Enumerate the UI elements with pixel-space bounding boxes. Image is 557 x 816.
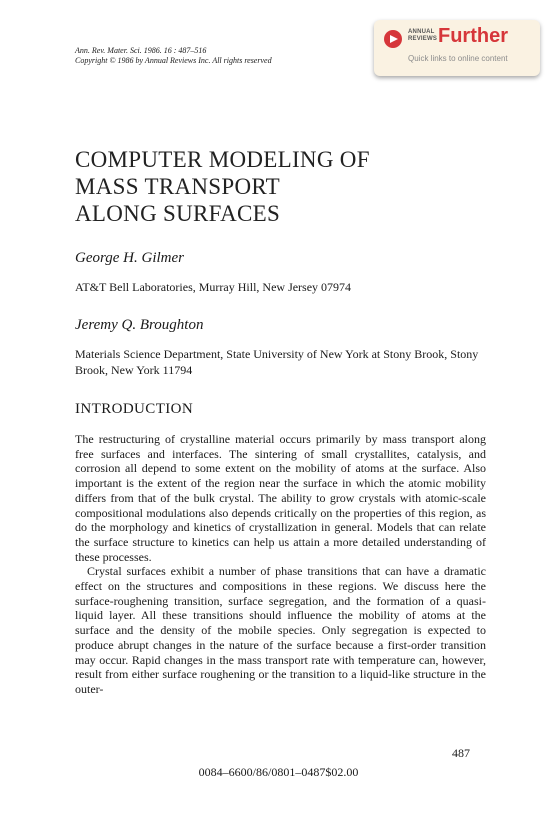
title-line: MASS TRANSPORT <box>75 174 280 199</box>
badge-publisher: ANNUAL REVIEWS <box>408 29 438 42</box>
paragraph: The restructuring of crystalline material occurs primarily by mass transport along free surfaces and interfaces. The sintering of small crystallites, catalysis, and corrosion all depend to some extent on the mobility of atoms at the surface. Also important is the extent of the region near the surface in which the atomic mobility differs from that of the bulk crystal. The ability to grow crystals with atomic-scale compositional modulations also depends critically on the properties of this region, as do the morphology and kinetics of crystallization in general. Models that can relate the surface structure to kinetics can help us attain a more detailed understanding of these processes. <box>75 432 486 564</box>
footer-code: 0084–6600/86/0801–0487$02.00 <box>198 765 359 779</box>
article-title <box>75 146 370 227</box>
citation-block <box>75 46 272 66</box>
play-icon <box>384 30 402 48</box>
journal-citation: Ann. Rev. Mater. Sci. 1986. 16 : 487–516 <box>75 46 207 55</box>
author-affiliation: Materials Science Department, State University of New York at Stony Brook, Stony Brook, New York 11794 <box>75 347 479 377</box>
title-line: ALONG SURFACES <box>75 201 281 226</box>
article-body <box>75 432 486 697</box>
title-line: COMPUTER MODELING OF <box>75 147 370 172</box>
section-heading: INTRODUCTION <box>75 401 194 417</box>
paragraph: Crystal surfaces exhibit a number of phase transitions that can have a dramatic effect on the structures and compositions in these regions. We discuss here the surface-roughening transition, surface segregation, and the formation of a quasi-liquid layer. All these transitions should influence the mobility of atoms at the surface and the density of the mobile species. Only segregation is expected to produce abrupt changes in the nature of the surface because a first-order transition may occur. Rapid changes in the mass transport rate with temperature can, however, result from either surface roughening or the transition to a liquid-like structure in the outer- <box>75 564 486 696</box>
author-name: Jeremy Q. Broughton <box>75 317 204 333</box>
author-affiliation: AT&T Bell Laboratories, Murray Hill, New Jersey 07974 <box>75 280 352 294</box>
badge-brand: Further <box>438 25 508 47</box>
page-number: 487 <box>452 746 470 760</box>
badge-tagline: Quick links to online content <box>408 54 508 63</box>
copyright-notice: Copyright © 1986 by Annual Reviews Inc. All rights reserved <box>75 56 272 65</box>
author-name: George H. Gilmer <box>75 250 185 266</box>
further-badge[interactable] <box>374 20 540 76</box>
